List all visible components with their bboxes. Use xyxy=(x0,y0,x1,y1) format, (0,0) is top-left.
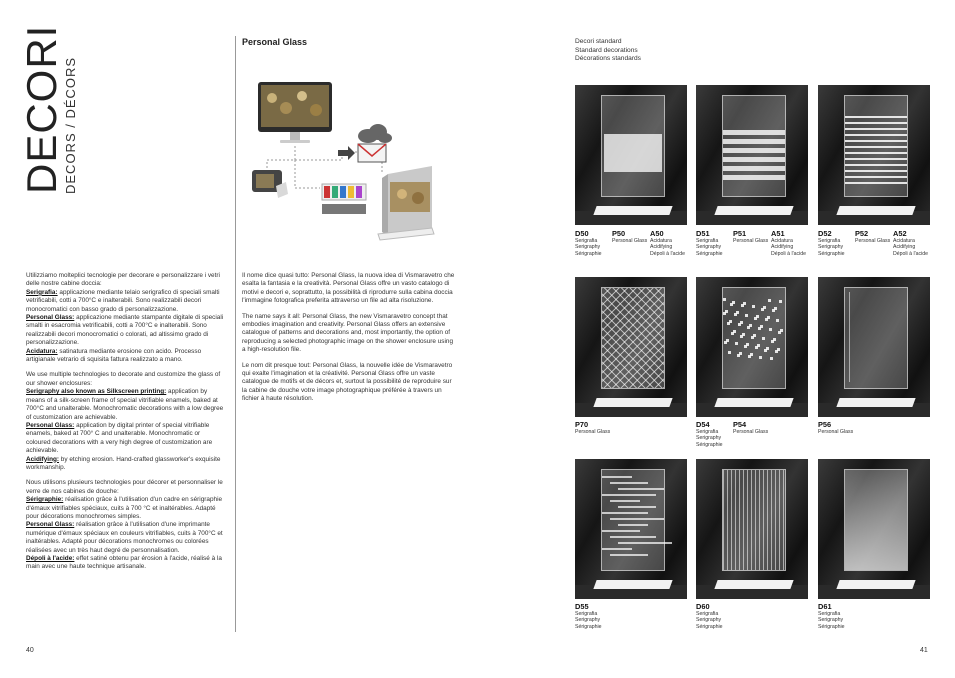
shower-enclosure-icon xyxy=(378,166,434,240)
decor-technique: Sérigraphie xyxy=(575,250,602,257)
decor-caption xyxy=(855,229,890,244)
decor-technique: Serigraphy xyxy=(818,244,844,251)
decor-technique: Serigrafia xyxy=(696,611,719,617)
decor-code: P54 xyxy=(733,420,747,429)
definition: applicazione mediante stampante digitale di speciali smalti in esacromia vetrificabili, cotti a 700°C e inalterabili. Sono realizzabili decori monocromatici o colorati, ad altissimo grado di personalizzazione. xyxy=(26,314,224,347)
decor-technique: Serigrafia xyxy=(696,429,719,435)
decor-tile-p56 xyxy=(818,277,930,417)
decor-technique: Serigraphy xyxy=(696,617,722,624)
decor-tile-d52 xyxy=(818,85,930,225)
decor-technique: Serigraphy xyxy=(575,244,601,251)
intro-it: Utilizziamo molteplici tecnologie per decorare e personalizzare i vetri delle nostre cabine doccia: xyxy=(26,272,220,288)
term: Dépoli à l'acide: xyxy=(26,555,75,562)
page-subtitle: DECORS / DÉCORS xyxy=(63,56,78,194)
mail-icon xyxy=(358,144,386,162)
definition: applicazione mediante telaio serigrafico di speciali smalti vetrificabili, cotti a 700°C e inalterabili. Sono realizzabili decori monocromatici con basso grado di personalizzazione. xyxy=(26,288,220,313)
decor-technique: Serigraphy xyxy=(575,617,601,624)
decor-caption xyxy=(575,420,610,435)
term: Sérigraphie: xyxy=(26,496,64,504)
decor-technique: Serigrafia xyxy=(575,238,598,244)
term: Acidifying: xyxy=(26,455,60,463)
definition: réalisation grâce à l'utilisation d'une imprimante numérique d'émaux spéciaux en couleurs vitrifiables, cuits à 700°C et inaltérables. Adapté pour décorations monochromes ou colorées réalisées avec un très haut degré de personnalisation. xyxy=(26,521,223,554)
decor-technique: Acidatura xyxy=(771,238,793,244)
decor-technique: Sérigraphie xyxy=(696,250,723,257)
decor-tile-p70 xyxy=(575,277,687,417)
decor-code: D61 xyxy=(818,602,832,611)
decor-technique: Sérigraphie xyxy=(696,441,723,448)
intro-fr: Nous utilisons plusieurs technologies pour décorer et personnaliser le verre de nos cabines de douche: xyxy=(26,479,223,495)
decor-technique: Serigraphy xyxy=(696,435,722,442)
arrow-icon xyxy=(338,146,355,160)
decor-technique: Personal Glass xyxy=(575,429,611,435)
term: Serigraphy also known as Silkscreen printing: xyxy=(26,388,167,396)
term: Serigrafia: xyxy=(26,288,58,296)
term: Personal Glass: xyxy=(26,314,75,322)
camera-icon xyxy=(252,170,288,198)
decor-caption xyxy=(771,229,806,257)
monitor-icon xyxy=(258,82,332,143)
term: Personal Glass: xyxy=(26,421,75,429)
page-number-left: 40 xyxy=(26,647,34,654)
decor-caption xyxy=(696,602,723,630)
definition: satinatura mediante erosione con acido. Processo artigianale vetrario di squisita fattura realizzato a mano. xyxy=(26,347,202,364)
decor-technique: Personal Glass xyxy=(818,429,854,435)
decor-caption xyxy=(818,420,853,435)
decor-code: A52 xyxy=(893,229,907,238)
decor-tile-d61 xyxy=(818,459,930,599)
decor-caption xyxy=(575,229,602,257)
decor-technique: Acidatura xyxy=(650,238,672,244)
decor-tile-d54 xyxy=(696,277,808,417)
pg-text-it: Il nome dice quasi tutto: Personal Glass, la nuova idea di Vismaravetro che esalta la fantasia e la creatività. Personal Glass offre un vasto catalogo di motivi e decori e, soprattutto, la possibilità di riprodurre sulla cabina doccia l'immagine fotografica preferita attraverso un file ad alta risoluzione. xyxy=(242,272,455,305)
decor-heading xyxy=(575,38,641,64)
decor-code: A50 xyxy=(650,229,664,238)
decor-code: P70 xyxy=(575,420,589,429)
decor-heading-fr: Décorations standards xyxy=(575,55,641,63)
decor-caption xyxy=(818,229,845,257)
intro-en: We use multiple technologies to decorate and customize the glass of our shower enclosures: xyxy=(26,371,221,387)
french-block xyxy=(26,479,226,571)
decor-code: D54 xyxy=(696,420,710,429)
decor-technique: Acidifying xyxy=(650,244,673,251)
decor-code: P51 xyxy=(733,229,747,238)
term: Acidatura: xyxy=(26,347,58,355)
page-number-right: 41 xyxy=(920,647,928,654)
decor-technique: Acidifying xyxy=(771,244,794,251)
term: Personal Glass: xyxy=(26,521,75,529)
pg-text-en: The name says it all: Personal Glass, the new Vismaravetro concept that embodies imagination and creativity. Personal Glass offers an extensive catalogue of patterns and decorations and, most importantly, the option of reproducing a selected photographic image on the shower enclosure using a high-resolution file. xyxy=(242,312,454,354)
decor-technique: Sérigraphie xyxy=(818,250,845,257)
decor-technique: Serigrafia xyxy=(818,611,841,617)
decor-tile-d60 xyxy=(696,459,808,599)
decor-technique: Sérigraphie xyxy=(575,623,602,630)
definition: réalisation grâce à l'utilisation d'un cadre en sérigraphie d'émaux vitrifiables spéciaux, cuits à 700 °C et inaltérables. Adapté pour décorations monochromes simples. xyxy=(26,496,223,520)
decor-code: P50 xyxy=(612,229,626,238)
decor-technique: Dépoli à l'acide xyxy=(650,250,686,257)
decor-code: D51 xyxy=(696,229,710,238)
decor-technique: Serigrafia xyxy=(696,238,719,244)
decor-technique: Serigrafia xyxy=(575,611,598,617)
personal-glass-title: Personal Glass xyxy=(242,37,308,47)
definition: by etching erosion. Hand-crafted glassworker's exquisite workmanship. xyxy=(26,455,221,471)
decor-caption xyxy=(696,229,723,257)
decor-caption xyxy=(733,229,768,244)
decor-code: D60 xyxy=(696,602,710,611)
decor-code: P56 xyxy=(818,420,832,429)
decor-technique: Personal Glass xyxy=(733,238,769,244)
technologies-text xyxy=(26,272,226,579)
decor-technique: Personal Glass xyxy=(733,429,769,435)
decor-caption xyxy=(818,602,845,630)
decor-heading-en: Standard decorations xyxy=(575,46,638,54)
decor-caption xyxy=(696,420,723,448)
definition: effet satiné obtenu par érosion à l'acide, réalisé à la main avec une haute technique artisanale. xyxy=(26,555,222,571)
decor-technique: Acidatura xyxy=(893,238,915,244)
decor-technique: Personal Glass xyxy=(612,238,648,244)
decor-heading-it: Decori standard xyxy=(575,38,622,45)
decor-technique: Acidifying xyxy=(893,244,916,251)
decor-tile-d55 xyxy=(575,459,687,599)
decor-technique: Dépoli à l'acide xyxy=(893,250,929,257)
decor-technique: Dépoli à l'acide xyxy=(771,250,807,257)
page-title: DECORI xyxy=(18,24,65,194)
decor-technique: Sérigraphie xyxy=(696,623,723,630)
decor-caption xyxy=(893,229,928,257)
column-divider xyxy=(235,36,236,632)
decor-tile-d50 xyxy=(575,85,687,225)
vertical-title xyxy=(18,24,92,196)
decor-tile-d51 xyxy=(696,85,808,225)
definition: application by digital printer of special vitrifiable enamels, baked at 700° C and unalterable. Monochromatic or coloured decorations with a very high degree of customization are achievable. xyxy=(26,421,213,455)
decor-caption xyxy=(612,229,647,244)
decor-code: P52 xyxy=(855,229,869,238)
decor-technique: Serigraphy xyxy=(818,617,844,624)
cloud-icon xyxy=(358,124,392,143)
decor-code: D55 xyxy=(575,602,589,611)
personal-glass-text xyxy=(242,272,457,411)
decor-technique: Serigraphy xyxy=(696,244,722,251)
decor-caption xyxy=(575,602,602,630)
decor-technique: Serigrafia xyxy=(818,238,841,244)
decor-code: D50 xyxy=(575,229,589,238)
decor-technique: Sérigraphie xyxy=(818,623,845,630)
english-block xyxy=(26,371,226,472)
decor-technique: Personal Glass xyxy=(855,238,891,244)
definition: application by means of a silk-screen frame of special vitrifiable enamels, baked at 700°C and unalterable. Monochromatic decorations with a low degree of customization are achievable. xyxy=(26,388,224,421)
pg-text-fr: Le nom dit presque tout: Personal Glass, la nouvelle idée de Vismaravetro qui exalte l'imagination et la créativité. Personal Glass offre un vaste catalogue de motifs et de décors et, surtout la possibilité de reproduire sur la cabine de douche votre image photographique préférée à travers un fichier à haute résolution. xyxy=(242,361,453,403)
decor-caption xyxy=(650,229,685,257)
decor-code: A51 xyxy=(771,229,785,238)
decor-caption xyxy=(733,420,768,435)
personal-glass-chips-icon xyxy=(322,184,366,214)
decor-code: D52 xyxy=(818,229,832,238)
italian-block xyxy=(26,272,226,364)
personal-glass-illustration xyxy=(242,78,437,243)
